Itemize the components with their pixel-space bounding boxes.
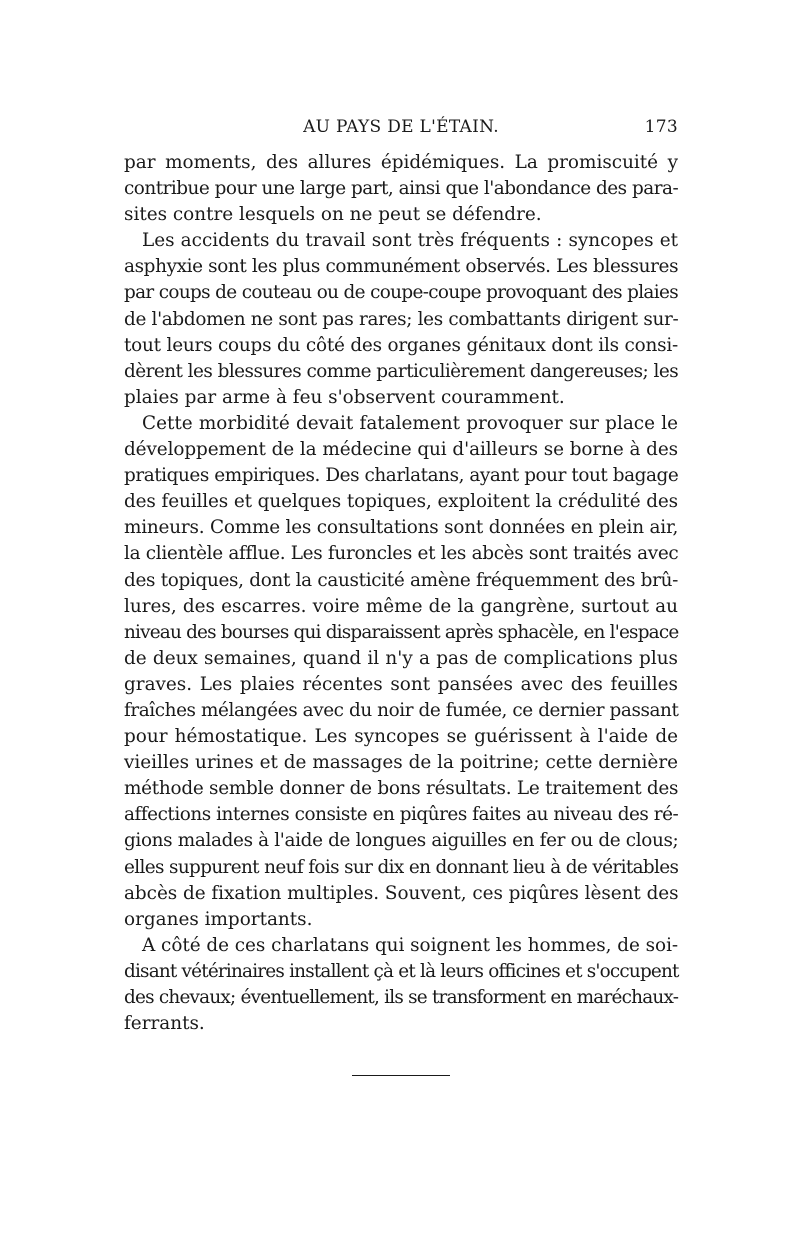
text-line: développement de la médecine qui d'ailleurs se borne à des — [124, 439, 678, 461]
text-line: ferrants. — [124, 1013, 205, 1035]
text-line: lures, des escarres. voire même de la gangrène, surtout au — [124, 595, 678, 617]
paragraph-3 — [124, 411, 678, 933]
section-end-rule — [352, 1075, 450, 1076]
text-line: plaies par arme à feu s'observent couramment. — [124, 386, 565, 408]
text-line: fraîches mélangées avec du noir de fumée, ce dernier passant — [124, 699, 679, 721]
text-line: Cette morbidité devait fatalement provoquer sur place le — [142, 412, 678, 434]
text-line: abcès de fixation multiples. Souvent, ces piqûres lèsent des — [124, 882, 679, 904]
page-number: 173 — [644, 117, 678, 137]
paragraph-2 — [124, 228, 678, 411]
text-line: sites contre lesquels on ne peut se défendre. — [124, 204, 542, 226]
text-line: la clientèle afflue. Les furoncles et les abcès sont traités avec — [124, 543, 679, 565]
text-line: Les accidents du travail sont très fréquents : syncopes et — [142, 230, 678, 252]
text-line: graves. Les plaies récentes sont pansées avec des feuilles — [124, 673, 678, 695]
text-line: des topiques, dont la causticité amène fréquemment des brû- — [124, 569, 678, 591]
text-line: des feuilles et quelques topiques, exploitent la crédulité des — [124, 491, 678, 513]
paragraph-1 — [124, 150, 678, 228]
text-line: tout leurs coups du côté des organes génitaux dont ils consi- — [124, 334, 678, 356]
body-text — [124, 150, 678, 1037]
text-line: méthode semble donner de bons résultats. Le traitement des — [124, 778, 679, 800]
text-line: affections internes consiste en piqûres faites au niveau des ré- — [124, 804, 679, 826]
text-line: de l'abdomen ne sont pas rares; les combattants dirigent sur- — [124, 308, 679, 330]
text-line: A côté de ces charlatans qui soignent les hommes, de soi- — [142, 934, 679, 956]
running-head — [124, 117, 678, 141]
text-line: de deux semaines, quand il n'y a pas de complications plus — [124, 647, 678, 669]
text-line: mineurs. Comme les consultations sont données en plein air, — [124, 517, 679, 539]
text-line: des chevaux; éventuellement, ils se transforment en maréchaux- — [124, 987, 679, 1008]
text-line: par moments, des allures épidémiques. La promiscuité y — [124, 152, 678, 173]
running-title: AU PAYS DE L'ÉTAIN. — [303, 117, 499, 137]
text-line: elles suppurent neuf fois sur dix en donnant lieu à de véritables — [124, 856, 679, 878]
text-line: pour hémostatique. Les syncopes se guérissent à l'aide de — [124, 726, 678, 748]
text-line: par coups de couteau ou de coupe-coupe provoquant des plaies — [124, 282, 678, 304]
text-line: asphyxie sont les plus communément observés. Les blessures — [124, 256, 679, 278]
text-line: vieilles urines et de massages de la poitrine; cette dernière — [124, 752, 678, 774]
text-line: pratiques empiriques. Des charlatans, ayant pour tout bagage — [124, 465, 679, 487]
text-line: contribue pour une large part, ainsi que l'abondance des para- — [124, 178, 679, 200]
text-line: disant vétérinaires installent çà et là leurs officines et s'occupent — [124, 960, 679, 982]
text-line: gions malades à l'aide de longues aiguilles en fer ou de clous; — [124, 830, 679, 852]
text-line: organes importants. — [124, 908, 313, 930]
paragraph-4 — [124, 933, 678, 1037]
text-line: dèrent les blessures comme particulièrement dangereuses; les — [124, 360, 679, 382]
text-line: niveau des bourses qui disparaissent après sphacèle, en l'espace — [124, 621, 679, 643]
